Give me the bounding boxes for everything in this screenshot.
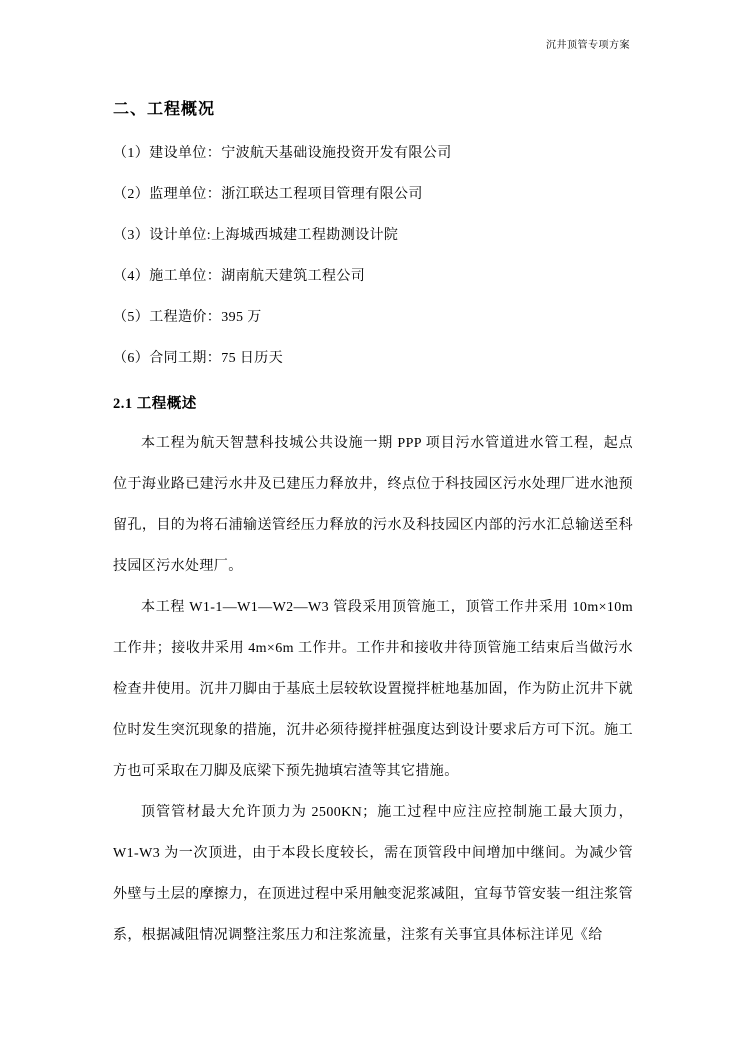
list-item-contractor-unit: （4）施工单位：湖南航天建筑工程公司 <box>113 269 366 284</box>
list-item-design-unit: （3）设计单位:上海城西城建工程勘测设计院 <box>113 228 399 243</box>
page-header-text: 沉井顶管专项方案 <box>546 40 630 51</box>
list-item-construction-unit: （1）建设单位：宁波航天基础设施投资开发有限公司 <box>113 146 452 161</box>
body-text <box>113 423 633 956</box>
project-info-list <box>113 133 633 379</box>
list-item-contract-duration: （6）合同工期：75 日历天 <box>113 351 284 366</box>
paragraph-overview: 本工程为航天智慧科技城公共设施一期 PPP 项目污水管道进水管工程，起点位于海业路已建污水井及已建压力释放井，终点位于科技园区污水处理厂进水池预留孔，目的为将石浦输送管经压力释放的污水及科技园区内部的污水汇总输送至科技园区污水处理厂。 <box>113 436 633 574</box>
subsection-heading: 2.1 工程概述 <box>113 396 197 412</box>
document-content <box>113 96 633 956</box>
paragraph-jacking-force: 顶管管材最大允许顶力为 2500KN；施工过程中应注应控制施工最大顶力，W1-W3 为一次顶进，由于本段长度较长，需在顶管段中间增加中继间。为减少管外壁与土层的摩擦力，在顶进过程中采用触变泥浆减阻，宜每节管安装一组注浆管系，根据减阻情况调整注浆压力和注浆流量，注浆有关事宜具体标注详见《给 <box>113 805 633 943</box>
list-item-supervision-unit: （2）监理单位：浙江联达工程项目管理有限公司 <box>113 187 423 202</box>
list-item-project-cost: （5）工程造价：395 万 <box>113 310 262 325</box>
paragraph-shaft-details: 本工程 W1-1—W1—W2—W3 管段采用顶管施工，顶管工作井采用 10m×10m 工作井；接收井采用 4m×6m 工作井。工作井和接收井待顶管施工结束后当做污水检查井使用。沉井刀脚由于基底土层较软设置搅拌桩地基加固，作为防止沉井下就位时发生突沉现象的措施，沉井必须待搅拌桩强度达到设计要求后方可下沉。施工方也可采取在刀脚及底梁下预先抛填宕渣等其它措施。 <box>113 600 633 779</box>
section-title: 二、工程概况 <box>113 101 216 118</box>
